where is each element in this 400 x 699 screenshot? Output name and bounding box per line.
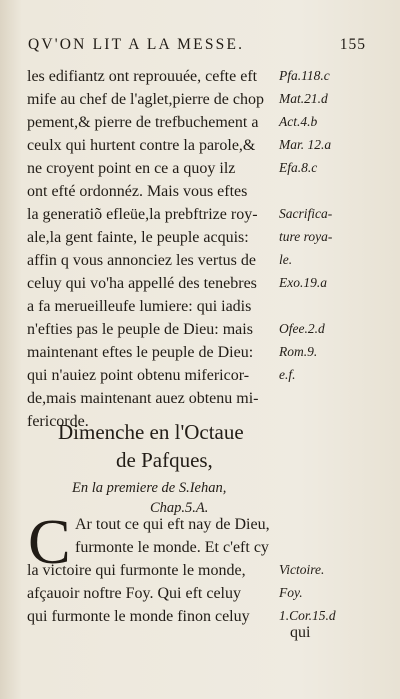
- margin-note: Exo.19.a: [279, 275, 327, 290]
- text-line: [75, 539, 367, 560]
- margin-note: Pfa.118.c: [279, 68, 330, 83]
- text-line: [27, 91, 367, 112]
- line-text: ceulx qui hurtent contre la parole,&: [27, 137, 256, 154]
- text-line: [27, 160, 367, 181]
- running-header: [28, 36, 366, 60]
- chapter-reference: Chap.5.A.: [150, 500, 209, 516]
- section-title: Dimenche en l'Octaue: [58, 420, 244, 444]
- line-text: afçauoir noftre Foy. Qui eft celuy: [27, 585, 241, 602]
- line-text: fericorde.: [27, 413, 89, 430]
- margin-note: le.: [279, 252, 293, 267]
- drop-capital: C: [28, 506, 71, 577]
- running-title: QV'ON LIT A LA MESSE.: [28, 36, 245, 53]
- text-line: [27, 608, 367, 629]
- line-text: de,mais maintenant auez obtenu mi-: [27, 390, 259, 407]
- margin-note: ture roya-: [279, 229, 333, 244]
- margin-note: Rom.9.: [279, 344, 318, 359]
- line-text: pement,& pierre de trefbuchement a: [27, 114, 259, 131]
- margin-note: Foy.: [279, 585, 303, 600]
- text-line: [27, 206, 367, 227]
- line-text: qui furmonte le monde finon celuy: [27, 608, 250, 625]
- line-text: la generatiõ efleüe,la prebftrize roy-: [27, 206, 258, 223]
- text-line: [27, 229, 367, 250]
- text-line: [75, 516, 367, 537]
- line-text: a fa merueilleufe lumiere: qui iadis: [27, 298, 252, 315]
- line-text: les edifiantz ont reprouuée, cefte eft: [27, 68, 258, 85]
- text-line: [27, 298, 367, 319]
- margin-note: Act.4.b: [279, 114, 318, 129]
- section-title-continued: de Pafques,: [116, 448, 213, 472]
- text-line: [27, 367, 367, 388]
- text-line: [27, 321, 367, 342]
- margin-note: Sacrifica-: [279, 206, 333, 221]
- line-text: ont efté ordonnéz. Mais vous eftes: [27, 183, 248, 200]
- catchword: qui: [290, 624, 311, 641]
- margin-note: Victoire.: [279, 562, 325, 577]
- text-line: [27, 390, 367, 411]
- margin-note: Efa.8.c: [279, 160, 318, 175]
- text-line: [27, 252, 367, 273]
- line-text: n'efties pas le peuple de Dieu: mais: [27, 321, 253, 338]
- margin-note: Ofee.2.d: [279, 321, 325, 336]
- line-text: la victoire qui furmonte le monde,: [27, 562, 246, 579]
- margin-note: Mat.21.d: [279, 91, 328, 106]
- line-text: qui n'auiez point obtenu mifericor-: [27, 367, 250, 384]
- text-line: [27, 585, 367, 606]
- text-line: [27, 183, 367, 204]
- line-text: maintenant eftes le peuple de Dieu:: [27, 344, 254, 361]
- line-text: ne croyent point en ce a quoy ilz: [27, 160, 236, 177]
- text-line: [27, 137, 367, 158]
- page-number: 155: [339, 36, 366, 53]
- margin-note: e.f.: [279, 367, 296, 382]
- margin-note: Mar. 12.a: [279, 137, 332, 152]
- line-text: mife au chef de l'aglet,pierre de chop: [27, 91, 264, 108]
- text-line: [27, 114, 367, 135]
- line-text: furmonte le monde. Et c'eft cy: [75, 539, 269, 556]
- text-line: [27, 68, 367, 89]
- text-line: [27, 344, 367, 365]
- line-text: affin q vous annonciez les vertus de: [27, 252, 256, 269]
- text-line: [27, 562, 367, 583]
- text-line: [27, 275, 367, 296]
- line-text: celuy qui vo'ha appellé des tenebres: [27, 275, 257, 292]
- reading-source: En la premiere de S.Iehan,: [72, 480, 227, 496]
- margin-note: 1.Cor.15.d: [279, 608, 336, 623]
- line-text: Ar tout ce qui eft nay de Dieu,: [75, 516, 270, 533]
- line-text: ale,la gent fainte, le peuple acquis:: [27, 229, 249, 246]
